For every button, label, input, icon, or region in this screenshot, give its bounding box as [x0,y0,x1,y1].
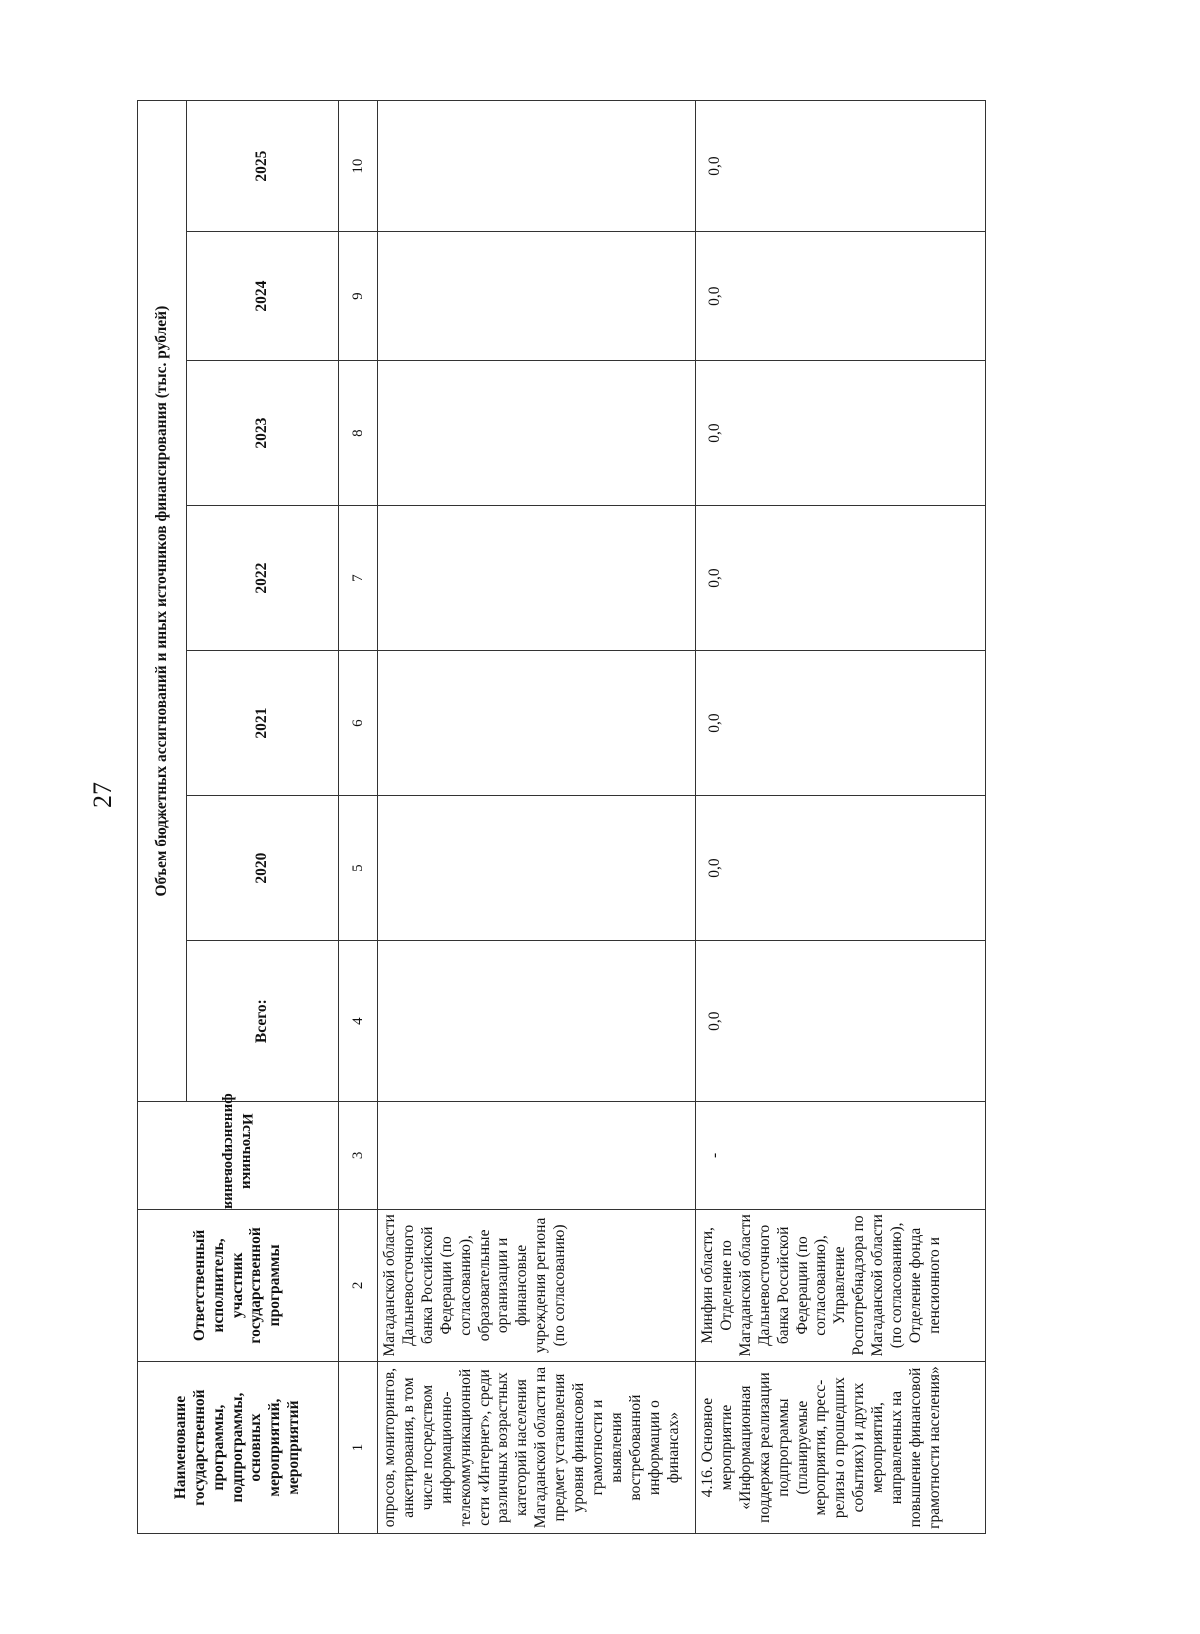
header-col3-line1: Источники [238,1113,255,1189]
row-executor: Минфин области, Отделение по Магаданской области Дальневосточного банка Российской Федерации (по согласованию), Управление Роспотребнадзора по Магаданской области (по согласованию), Отделение фонда пенсионного и [696,1209,986,1362]
header-row-1 [138,101,187,1534]
row-value-2020: 0,0 [696,796,986,941]
column-number: 7 [339,506,378,651]
header-total: Всего: [187,941,339,1102]
table-row [696,101,986,1534]
row-value-2025 [378,101,696,232]
header-col1: Наименование государственной программы, подпрограммы, основных мероприятий, мероприятий [138,1362,339,1534]
row-value-2021 [378,651,696,796]
row-source [378,1102,696,1209]
column-number: 6 [339,651,378,796]
header-year-2024: 2024 [187,232,339,361]
page-number: 27 [88,782,117,808]
row-value-total: 0,0 [696,941,986,1102]
row-executor: Магаданской области Дальневосточного банка Российской Федерации (по согласованию), образовательные организации и финансовые учреждения региона (по согласованию) [378,1209,696,1362]
table-row [378,101,696,1534]
row-value-2023 [378,361,696,506]
row-value-2020 [378,796,696,941]
row-value-2025: 0,0 [696,101,986,232]
header-year-2023: 2023 [187,361,339,506]
column-number: 5 [339,796,378,941]
row-value-2024 [378,232,696,361]
header-col3 [138,1093,339,1209]
column-number-row [339,101,378,1534]
row-name: опросов, мониторингов, анкетирования, в том числе посредством информационно-телекоммуникационной сети «Интернет», среди различных возрастных категорий населения Магаданской области на предмет установления уровня финансовой грамотности и выявления востребованной информации о финансах» [378,1362,696,1534]
row-value-2021: 0,0 [696,651,986,796]
header-year-2021: 2021 [187,651,339,796]
row-value-2022: 0,0 [696,506,986,651]
header-col3-line2: финансирования [220,1093,237,1209]
financing-table [137,100,986,1534]
row-source: - [696,1102,986,1209]
header-year-2022: 2022 [187,506,339,651]
header-year-2025: 2025 [187,101,339,232]
column-number: 4 [339,941,378,1102]
row-value-2023: 0,0 [696,361,986,506]
row-value-2024: 0,0 [696,232,986,361]
row-value-total [378,941,696,1102]
header-year-2020: 2020 [187,796,339,941]
column-number: 3 [339,1102,378,1209]
header-group: Объем бюджетных ассигнований и иных источников финансирования (тыс. рублей) [138,101,187,1102]
row-value-2022 [378,506,696,651]
row-name: 4.16. Основное мероприятие «Информационная поддержка реализации подпрограммы (планируемые мероприятия, пресс-релизы о прошедших событиях) и других мероприятий, направленных на повышение финансовой грамотности населения» [696,1362,986,1534]
column-number: 8 [339,361,378,506]
rotated-table-container [137,100,1037,1534]
column-number: 1 [339,1362,378,1534]
column-number: 2 [339,1209,378,1362]
column-number: 10 [339,101,378,232]
header-col2: Ответственный исполнитель, участник государственной программы [138,1209,339,1362]
column-number: 9 [339,232,378,361]
